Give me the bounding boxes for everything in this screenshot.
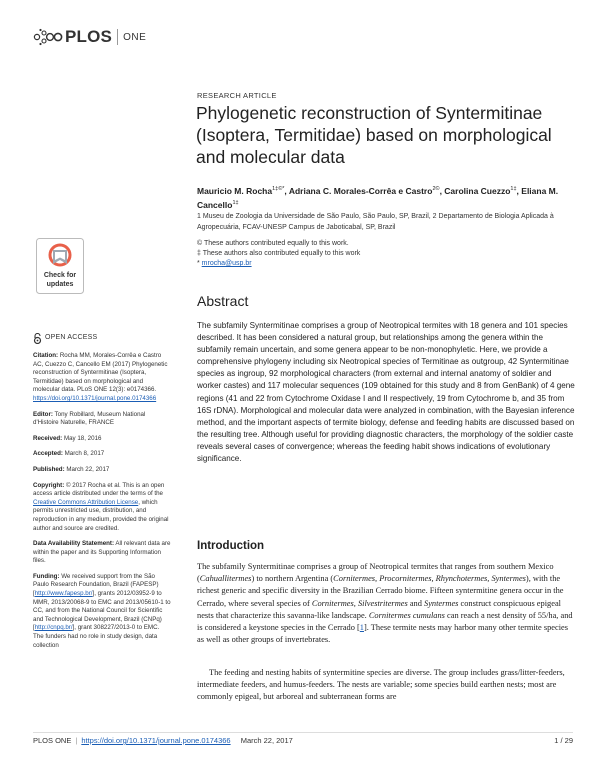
text-run: construct conspicuous epigeal nests that characterize this savanna-like landscape. <box>197 598 561 620</box>
citation-label: Citation: <box>33 352 59 359</box>
note-equal-contribution: © These authors contributed equally to this work. <box>197 240 349 247</box>
text-run: The subfamily Syntermitinae comprises a group of Neotropical termites that ranges from southern Mexico ( <box>197 562 554 584</box>
author-notes <box>197 239 557 269</box>
taxon-name: Syntermes <box>424 598 459 608</box>
email-marker: * <box>197 260 202 267</box>
logo-journal-text: ONE <box>123 31 147 43</box>
published-label: Published: <box>33 465 65 473</box>
editor-label: Editor: <box>33 410 53 418</box>
citation-block <box>33 352 171 404</box>
text-run: can reach a nest density of 55/ha, and is considered a keystone species in the Cerrado [ <box>197 610 573 633</box>
author-name[interactable]: Carolina Cuezzo <box>444 185 511 196</box>
author-marker: 1‡ <box>232 199 239 206</box>
accepted-date: March 8, 2017 <box>62 450 105 458</box>
badge-line1: Check for <box>43 272 77 279</box>
received-label: Received: <box>33 434 63 442</box>
author-separator: , <box>284 185 289 196</box>
abstract-heading: Abstract <box>197 293 249 309</box>
funding-text-3: ], grant 308227/2013-0 to EMC. The funders had no role in study design, data collection <box>33 624 160 649</box>
cnpq-link[interactable]: http://cnpq.br/ <box>34 624 73 632</box>
affiliations: 1 Museu de Zoologia da Universidade de São Paulo, São Paulo, SP, Brazil, 2 Departamento de Biologia Aplicada à Agropecuária, FCAV-UNESP Campus de Jaboticabal, SP, Brazil <box>197 213 554 231</box>
author-marker: 1‡©* <box>272 186 285 192</box>
editor-text: Tony Robillard, Museum National d'Histoire Naturelle, FRANCE <box>33 410 146 427</box>
author-separator: , <box>516 185 522 196</box>
introduction-paragraph-1 <box>197 561 577 646</box>
footer-separator: | <box>75 736 78 745</box>
article-sidebar <box>33 333 171 657</box>
author-name[interactable]: Mauricio M. Rocha <box>197 185 273 196</box>
data-availability-block <box>33 540 171 566</box>
funding-label: Funding: <box>33 572 60 580</box>
check-for-updates-badge[interactable] <box>36 238 84 294</box>
logo-divider <box>117 29 118 45</box>
received-date: May 18, 2016 <box>62 434 102 442</box>
footer-journal: PLOS ONE <box>33 736 72 745</box>
journal-logo <box>33 27 146 47</box>
footer-separator <box>235 736 237 745</box>
footer-divider <box>33 732 573 733</box>
received-block <box>33 435 171 444</box>
taxon-name: Cahuallitermes <box>199 574 252 584</box>
plos-logo-icon <box>33 27 63 47</box>
copyright-label: Copyright: <box>33 481 65 489</box>
article-type: RESEARCH ARTICLE <box>197 91 277 100</box>
editor-block <box>33 411 171 428</box>
logo-brand-text: PLOS <box>65 27 113 46</box>
copyright-block <box>33 482 171 534</box>
funding-text: We received support from the São Paulo Research Foundation, Brazil (FAPESP) [ <box>33 572 159 598</box>
open-lock-icon <box>33 333 42 344</box>
reference-link[interactable]: 1 <box>359 623 364 633</box>
page-number: 1 / 29 <box>554 736 573 745</box>
data-availability-text: All relevant data are within the paper and its Supporting Information files. <box>33 540 171 565</box>
text-run: ) to northern Argentina ( <box>251 574 334 584</box>
citation-text: Rocha MM, Morales-Corrêa e Castro AC, Cuezzo C, Cancello EM (2017) Phylogenetic reconstruction of Syntermitinae (Isoptera, Termitidae) based on morphological and molecular data. PLoS ONE 12(3): e0174366. <box>33 352 168 394</box>
introduction-paragraph-2: The feeding and nesting habits of syntermitine species are diverse. The group includes grass/litter-feeders, intermediate feeders, and humus-feeders. The nests are variable; some species build earthen nests; most are commonly epigeal, but arboreal and subterranean forms are <box>197 668 565 702</box>
text-run: ), with the richest generic and specific diversity in the Brazilian Cerrado biome. Fifteen syntermitine genera occur in the Cerrado, where several species of <box>197 574 564 608</box>
text-run: and <box>407 598 424 608</box>
accepted-label: Accepted: <box>33 450 63 458</box>
author-name[interactable]: Adriana C. Morales-Corrêa e Castro <box>288 185 433 196</box>
author-name[interactable]: Eliana M. Cancello <box>197 185 559 210</box>
text-run: ]. These termite nests may harbor many other termite species as well as other groups of invertebrates. <box>197 623 569 645</box>
footer-left <box>33 736 293 745</box>
taxon-name: Cornitermes, Silvestritermes <box>311 598 408 608</box>
footer-date: March 22, 2017 <box>240 736 293 745</box>
page-footer <box>33 736 573 745</box>
abstract-text: The subfamily Syntermitinae comprises a group of Neotropical termites with 18 genera and 101 species described. It has been considered a natural group, but relationships among the genera within the subfamily remain uncertain, and some genera appear to be non-monophyletic. Here, we provide a comprehensive phylogeny including six Neotropical species of Termitinae as outgroup, 42 Syntermitinae species as ingroup, 92 morphological characters (from external and internal anatomy of soldier and worker castes) and 117 molecular sequences (109 obtained for this study and 8 from GenBank) of 4 gene regions (41 and 22 from Cytochrome Oxidase I and II respectively, 19 from Cytochrome b, and 35 from 16S rDNA). Morphological and molecular data were analyzed in combination, with the Bayesian inference method, and the important aspects of termite biology, defense and feeding habits are discussed based on the resulting tree. Although useful for providing diagnostic characters, the morphology of the soldier caste reveals several cases of convergence; whereas the feeding habit shows indications of evolutionary significance. <box>197 321 575 464</box>
citation-doi-link[interactable]: https://doi.org/10.1371/journal.pone.0174366 <box>33 394 157 402</box>
note-also-contributed: ‡ These authors also contributed equally to this work <box>197 250 361 257</box>
badge-line2: updates <box>46 281 74 288</box>
introduction-heading: Introduction <box>197 540 265 552</box>
taxon-name: Cornitermes, Procornitermes, Rhynchotermes, Syntermes <box>333 574 526 584</box>
author-list <box>197 183 582 211</box>
open-access-text: OPEN ACCESS <box>45 334 98 342</box>
published-block <box>33 466 171 475</box>
funding-block <box>33 573 171 650</box>
author-marker: 2© <box>432 186 440 192</box>
license-link[interactable]: Creative Commons Attribution License <box>33 498 139 506</box>
author-separator: , <box>439 185 445 196</box>
author-marker: 1‡ <box>510 186 517 192</box>
taxon-name: Cornitermes cumulans <box>368 610 445 620</box>
data-availability-label: Data Availability Statement: <box>33 540 115 548</box>
funding-text-2: ], grants 2012/03952-9 to MMR, 2013/20068-9 to EMC and 2013/05610-1 to CC, and from the National Council for Scientific and Technological Development, Brazil (CNPq) [ <box>33 590 171 632</box>
open-access-label <box>33 333 171 344</box>
published-date: March 22, 2017 <box>64 465 110 473</box>
article-title: Phylogenetic reconstruction of Syntermitinae (Isoptera, Termitidae) based on morphological and molecular data <box>196 103 552 167</box>
copyright-text-end: , which permits unrestricted use, distribution, and reproduction in any medium, provided the original author and source are credited. <box>33 498 169 532</box>
footer-doi-link[interactable]: https://doi.org/10.1371/journal.pone.0174366 <box>81 736 231 745</box>
accepted-block <box>33 450 171 459</box>
copyright-text: © 2017 Rocha et al. This is an open access article distributed under the terms of the <box>33 481 165 498</box>
email-link[interactable]: mrocha@usp.br <box>201 260 252 267</box>
note-email <box>197 259 557 269</box>
fapesp-link[interactable]: http://www.fapesp.br/ <box>34 590 93 598</box>
